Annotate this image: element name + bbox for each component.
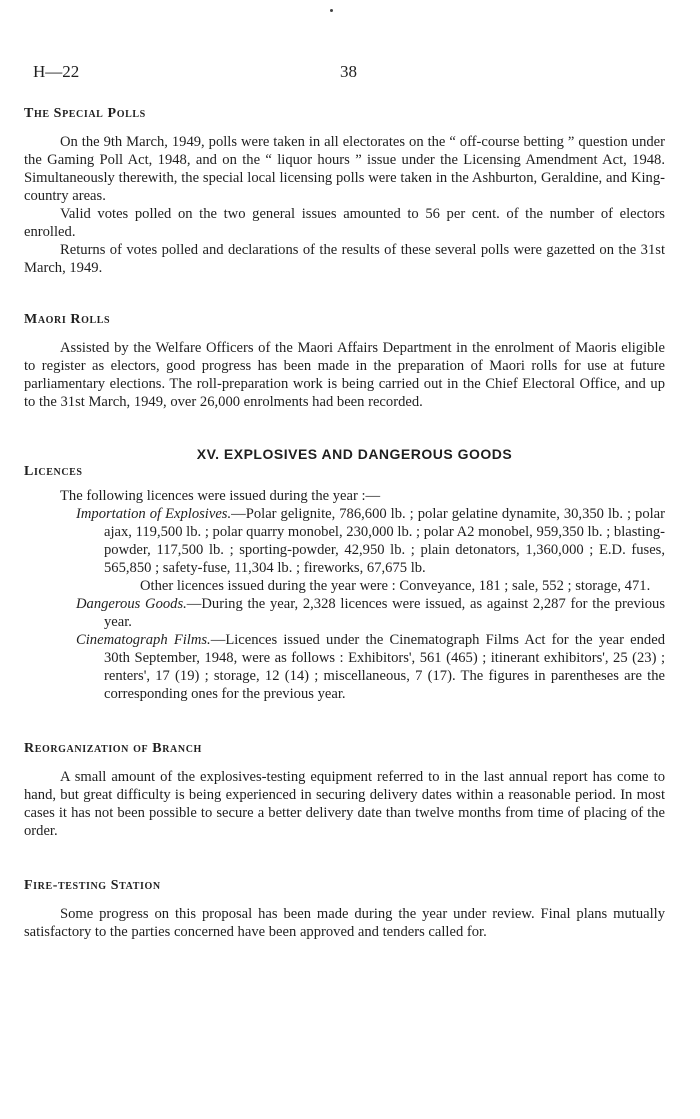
page-header bbox=[33, 62, 663, 84]
section-reorganization bbox=[24, 740, 665, 840]
importation-item bbox=[76, 505, 665, 577]
section-fire-testing bbox=[24, 877, 665, 941]
item-lead: Cinematograph Films. bbox=[76, 632, 211, 648]
licences-intro: The following licences were issued during the year :— bbox=[60, 488, 381, 504]
dangerous-goods-item bbox=[76, 595, 665, 631]
paragraph: A small amount of the explosives-testing equipment referred to in the last annual report has come to hand, but great difficulty is being experienced in securing delivery dates within a reasonable period. In most cases it has not been possible to secure a better delivery date than twelve months from time of placing of the order. bbox=[24, 769, 665, 839]
item-text: —Polar gelignite, 786,600 lb. ; polar gelatine dynamite, 30,350 lb. ; polar ajax, 119,500 lb. ; polar quarry monobel, 230,000 lb. ; polar A2 monobel, 959,350 lb. ; blasting-powder, 117,500 lb. ; sporting-powder, 42,950 lb. ; plain detonators, 1,360,000 ; E.D. fuses, 565,850 ; safety-fuse, 11,304 lb. ; fireworks, 67,675 lb. bbox=[104, 506, 666, 576]
item-lead: Dangerous Goods. bbox=[76, 596, 187, 612]
section-heading: Licences bbox=[24, 464, 83, 479]
other-licences: Other licences issued during the year were : Conveyance, 181 ; sale, 552 ; storage, 471. bbox=[140, 578, 651, 594]
section-heading: Fire-testing Station bbox=[24, 878, 161, 893]
item-text: —Licences issued under the Cinematograph Films Act for the year ended 30th September, 1948, were as follows : Exhibitors', 561 (465) ; itinerant exhibitors', 25 (23) ; renters', 17 (19) ; storage, 12 (14) ; miscellaneous, 7 (17). The figures in parentheses are the corresponding ones for the previous year. bbox=[104, 632, 665, 702]
section-licences bbox=[24, 463, 665, 703]
page-body bbox=[24, 105, 665, 941]
paragraph: Returns of votes polled and declarations of the results of these several polls were gazetted on the 31st March, 1949. bbox=[24, 242, 665, 276]
section-heading: Reorganization of Branch bbox=[24, 741, 202, 756]
print-mark bbox=[330, 9, 333, 12]
item-lead: Importation of Explosives. bbox=[76, 506, 232, 522]
section-special-polls bbox=[24, 105, 665, 277]
section-heading: The Special Polls bbox=[24, 106, 146, 121]
paragraph: Assisted by the Welfare Officers of the Maori Affairs Department in the enrolment of Maoris eligible to register as electors, good progress has been made in the preparation of Maori rolls for use at future parliamentary elections. The roll-preparation work is being carried out in the Chief Electoral Office, and up to the 31st March, 1949, over 26,000 enrolments had been recorded. bbox=[24, 340, 665, 410]
page-reference: H—22 bbox=[33, 62, 80, 81]
page-number: 38 bbox=[340, 62, 357, 81]
cinematograph-item bbox=[76, 631, 665, 703]
paragraph: On the 9th March, 1949, polls were taken in all electorates on the “ off-course betting ” question under the Gaming Poll Act, 1948, and on the “ liquor hours ” issue under the Licensing Amendment Act, 1948. Simultaneously therewith, the special local licensing polls were taken in the Ashburton, Geraldine, and King-country areas. bbox=[24, 134, 665, 204]
section-heading: Maori Rolls bbox=[24, 312, 111, 327]
paragraph: Valid votes polled on the two general issues amounted to 56 per cent. of the number of electors enrolled. bbox=[24, 206, 665, 240]
item-text: —During the year, 2,328 licences were issued, as against 2,287 for the previous year. bbox=[104, 596, 665, 630]
chapter-title: XV. EXPLOSIVES AND DANGEROUS GOODS bbox=[196, 446, 513, 462]
paragraph: Some progress on this proposal has been made during the year under review. Final plans mutually satisfactory to the parties concerned have been approved and tenders called for. bbox=[24, 906, 665, 940]
section-maori-rolls bbox=[24, 311, 665, 411]
